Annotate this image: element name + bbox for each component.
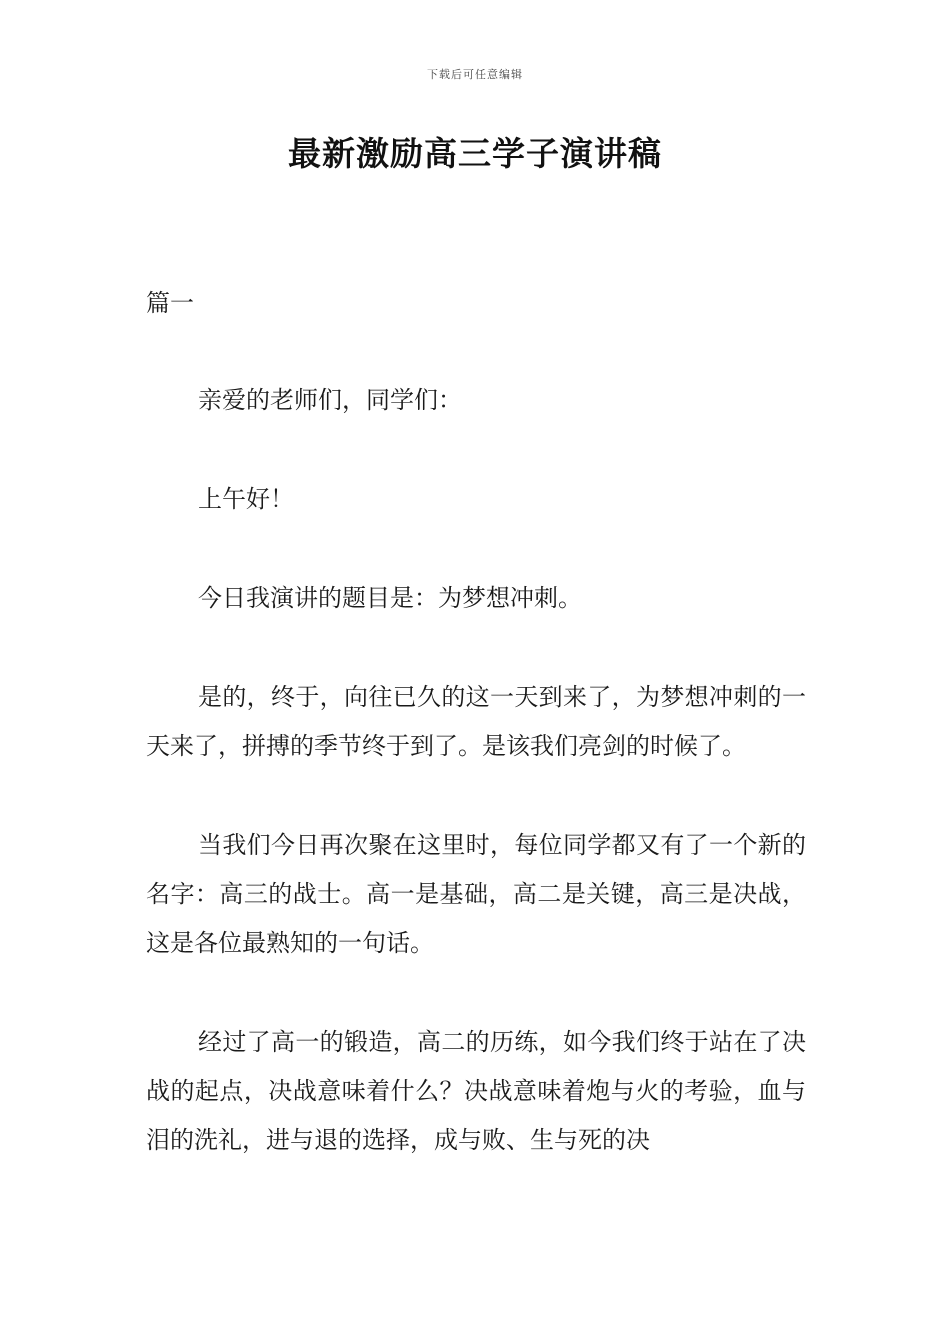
paragraph-topic: 今日我演讲的题目是：为梦想冲刺。: [198, 584, 582, 612]
document-title: 最新激励高三学子演讲稿: [288, 134, 662, 173]
header-note: 下载后可任意编辑: [427, 68, 523, 81]
document-body: [146, 376, 806, 1215]
paragraph: 当我们今日再次聚在这里时，每位同学都又有了一个新的名字：高三的战士。高一是基础，高二是关键，高三是决战，这是各位最熟知的一句话。: [146, 831, 806, 957]
paragraph-salutation: 上午好！: [198, 485, 294, 513]
paragraph: 是的，终于，向往已久的这一天到来了，为梦想冲刺的一天来了，拼搏的季节终于到了。是该我们亮剑的时候了。: [146, 683, 806, 760]
paragraph-greeting: 亲爱的老师们，同学们：: [198, 386, 462, 414]
section-label: 篇一: [146, 289, 194, 317]
paragraph: 经过了高一的锻造，高二的历练，如今我们终于站在了决战的起点，决战意味着什么？决战意味着炮与火的考验，血与泪的洗礼，进与退的选择，成与败、生与死的决: [146, 1028, 806, 1154]
